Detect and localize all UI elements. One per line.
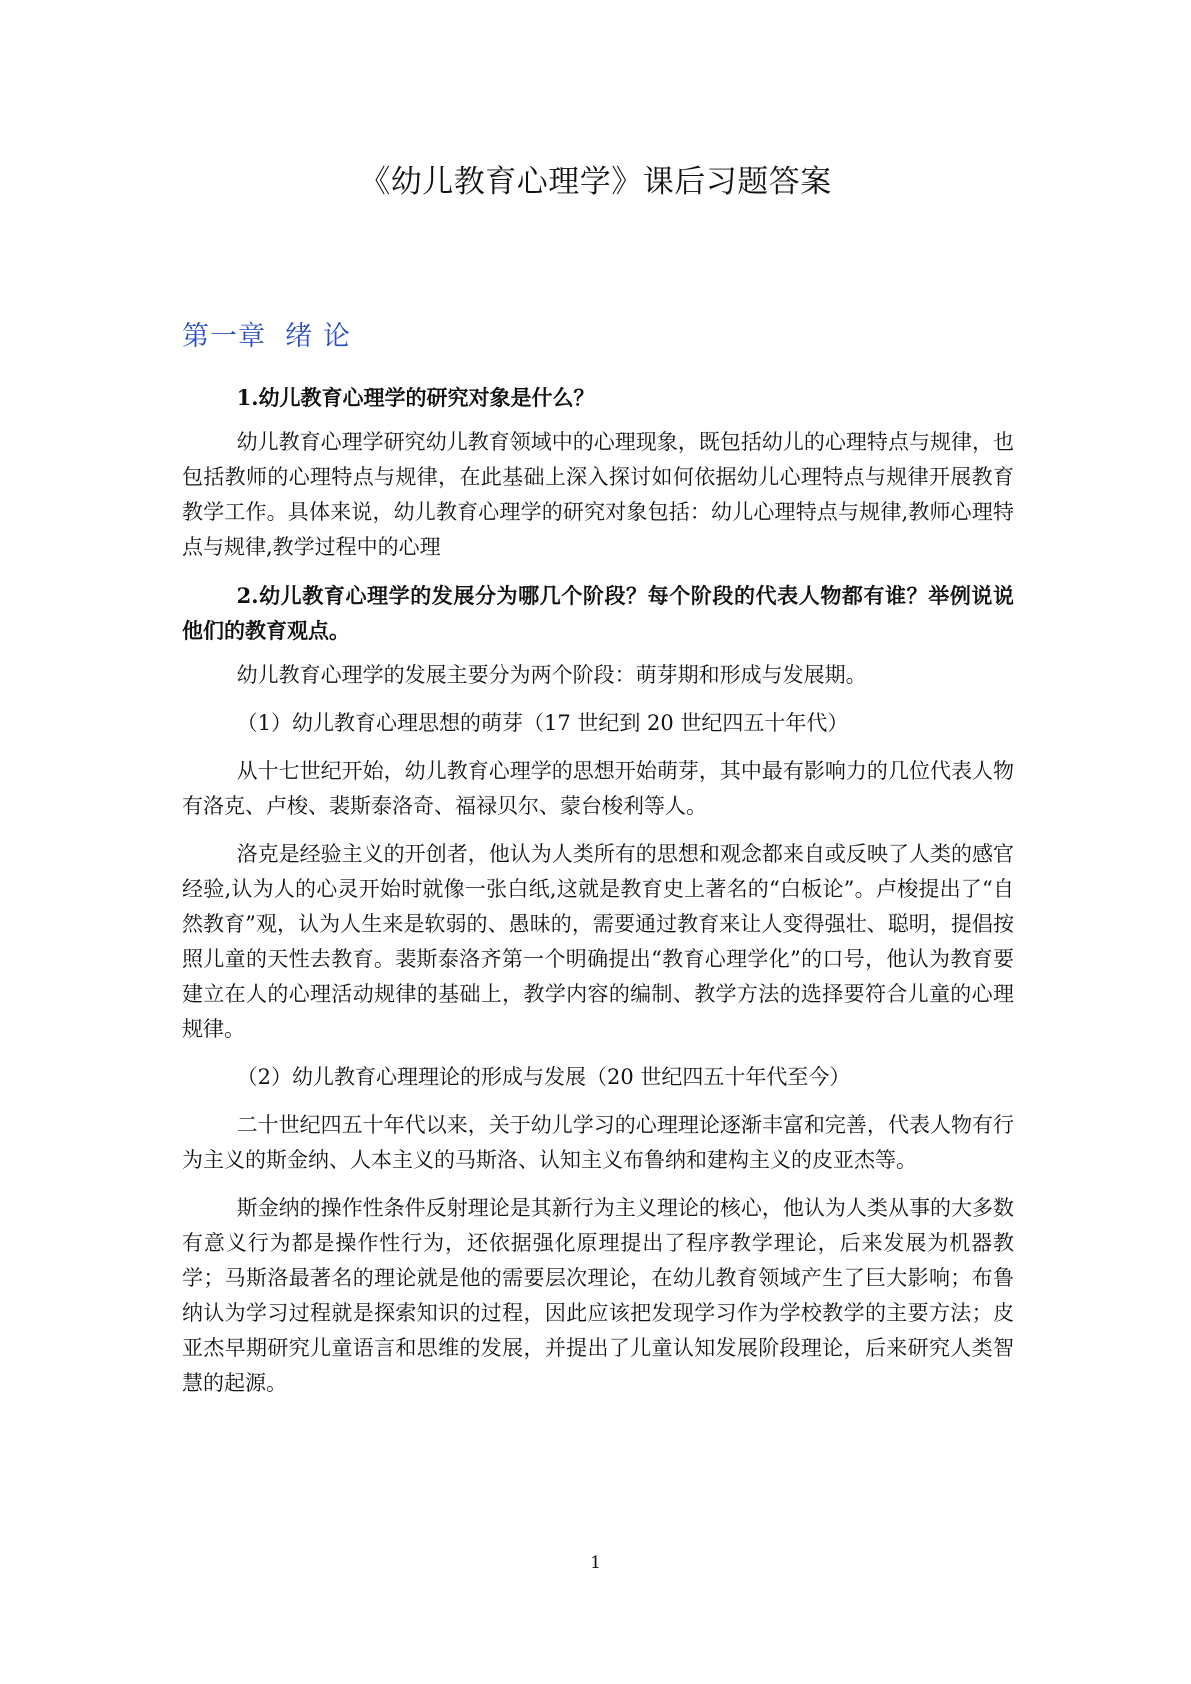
page-number: 1 — [590, 1553, 601, 1573]
document-title: 《幼儿教育心理学》课后习题答案 — [359, 164, 832, 200]
answer-1-paragraph: 幼儿教育心理学研究幼儿教育领域中的心理现象，既包括幼儿的心理特点与规律，也包括教师的心理特点与规律，在此基础上深入探讨如何依据幼儿心理特点与规律开展教育教学工作。具体来说，幼儿教育心理学的研究对象包括：幼儿心理特点与规律,教师心理特点与规律,教学过程中的心理 — [182, 430, 1014, 559]
stage-2-heading: （2）幼儿教育心理理论的形成与发展（20 世纪四五十年代至今） — [236, 1065, 851, 1089]
stage-1-paragraph-2: 洛克是经验主义的开创者，他认为人类所有的思想和观念都来自或反映了人类的感官经验,认为人的心灵开始时就像一张白纸,这就是教育史上著名的“白板论”。卢梭提出了“自然教育”观，认为人生来是软弱的、愚昧的，需要通过教育来让人变得强壮、聪明，提倡按照儿童的天性去教育。裴斯泰洛齐第一个明确提出“教育心理学化”的口号，他认为教育要建立在人的心理活动规律的基础上，教学内容的编制、教学方法的选择要符合儿童的心理规律。 — [182, 842, 1014, 1041]
document-body — [182, 380, 1014, 1414]
stage-1-heading: （1）幼儿教育心理思想的萌芽（17 世纪到 20 世纪四五十年代） — [236, 711, 849, 735]
stage-1-paragraph-1: 从十七世纪开始，幼儿教育心理学的思想开始萌芽，其中最有影响力的几位代表人物有洛克、卢梭、裴斯泰洛奇、福禄贝尔、蒙台梭利等人。 — [182, 759, 1014, 818]
question-2: 2.幼儿教育心理学的发展分为哪几个阶段？每个阶段的代表人物都有谁？举例说说他们的教育观点。 — [182, 583, 1014, 643]
stage-2-paragraph-2: 斯金纳的操作性条件反射理论是其新行为主义理论的核心，他认为人类从事的大多数有意义行为都是操作性行为，还依据强化原理提出了程序教学理论，后来发展为机器教学；马斯洛最著名的理论就是他的需要层次理论，在幼儿教育领域产生了巨大影响；布鲁纳认为学习过程就是探索知识的过程，因此应该把发现学习作为学校教学的主要方法；皮亚杰早期研究儿童语言和思维的发展，并提出了儿童认知发展阶段理论，后来研究人类智慧的起源。 — [182, 1196, 1014, 1395]
answer-2-intro: 幼儿教育心理学的发展主要分为两个阶段：萌芽期和形成与发展期。 — [236, 663, 867, 687]
stage-2-paragraph-1: 二十世纪四五十年代以来，关于幼儿学习的心理理论逐渐丰富和完善，代表人物有行为主义的斯金纳、人本主义的马斯洛、认知主义布鲁纳和建构主义的皮亚杰等。 — [182, 1113, 1014, 1172]
question-1: 1.幼儿教育心理学的研究对象是什么？ — [236, 385, 595, 410]
chapter-heading: 第一章 绪 论 — [182, 321, 351, 352]
